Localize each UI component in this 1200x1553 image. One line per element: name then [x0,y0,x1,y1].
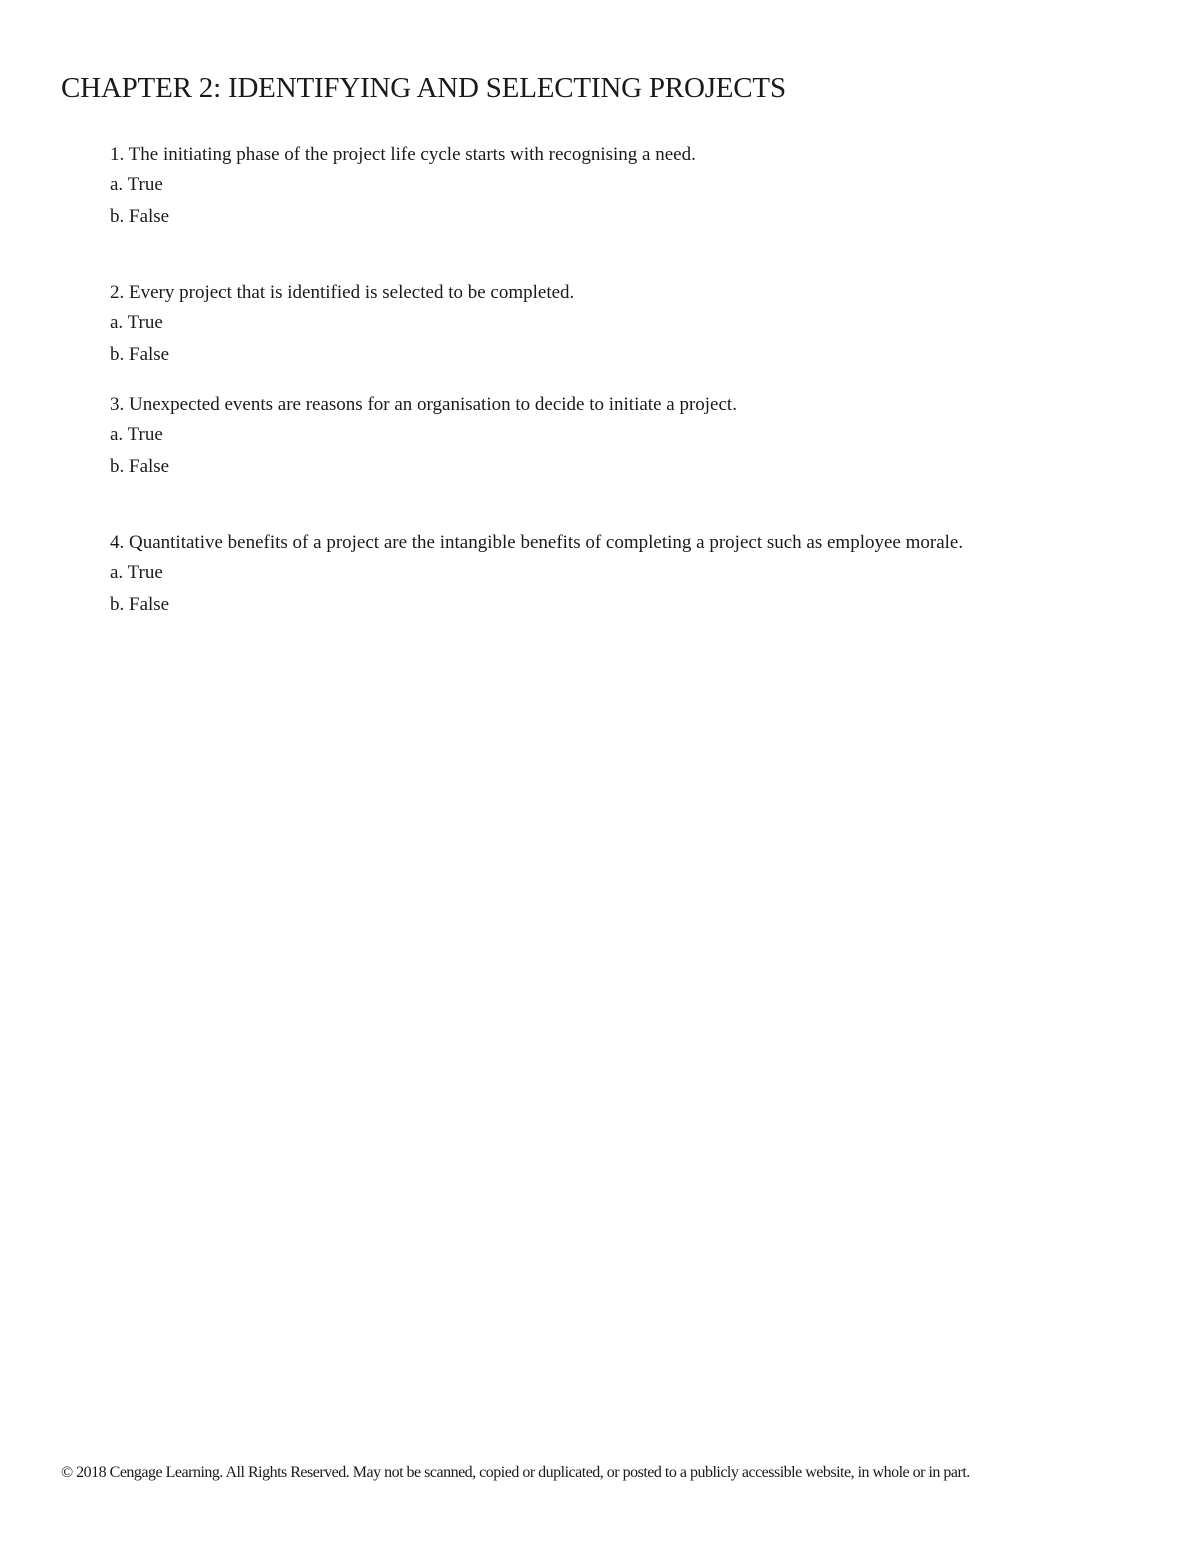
question-1-option-b: b. False [110,206,170,227]
question-1-option-a: a. True [110,174,163,195]
question-2-option-a: a. True [110,312,163,333]
question-4-text: 4. Quantitative benefits of a project are the intangible benefits of completing a project such as employee morale. [110,532,964,553]
question-4-option-b: b. False [110,594,170,615]
question-1 [110,144,696,228]
question-3-text: 3. Unexpected events are reasons for an organisation to decide to initiate a project. [110,394,737,415]
question-2-option-b: b. False [110,344,170,365]
question-2-text: 2. Every project that is identified is selected to be completed. [110,282,575,303]
question-4 [110,532,963,616]
question-3-option-b: b. False [110,456,170,477]
copyright-footer: © 2018 Cengage Learning. All Rights Reserved. May not be scanned, copied or duplicated, or posted to a publicly accessible website, in whole or in part. [61,1464,970,1481]
question-4-option-a: a. True [110,562,163,583]
question-1-text: 1. The initiating phase of the project life cycle starts with recognising a need. [110,144,696,165]
question-3 [110,394,737,478]
question-2 [110,282,574,366]
question-3-option-a: a. True [110,424,163,445]
page-title: CHAPTER 2: IDENTIFYING AND SELECTING PROJECTS [61,72,786,104]
